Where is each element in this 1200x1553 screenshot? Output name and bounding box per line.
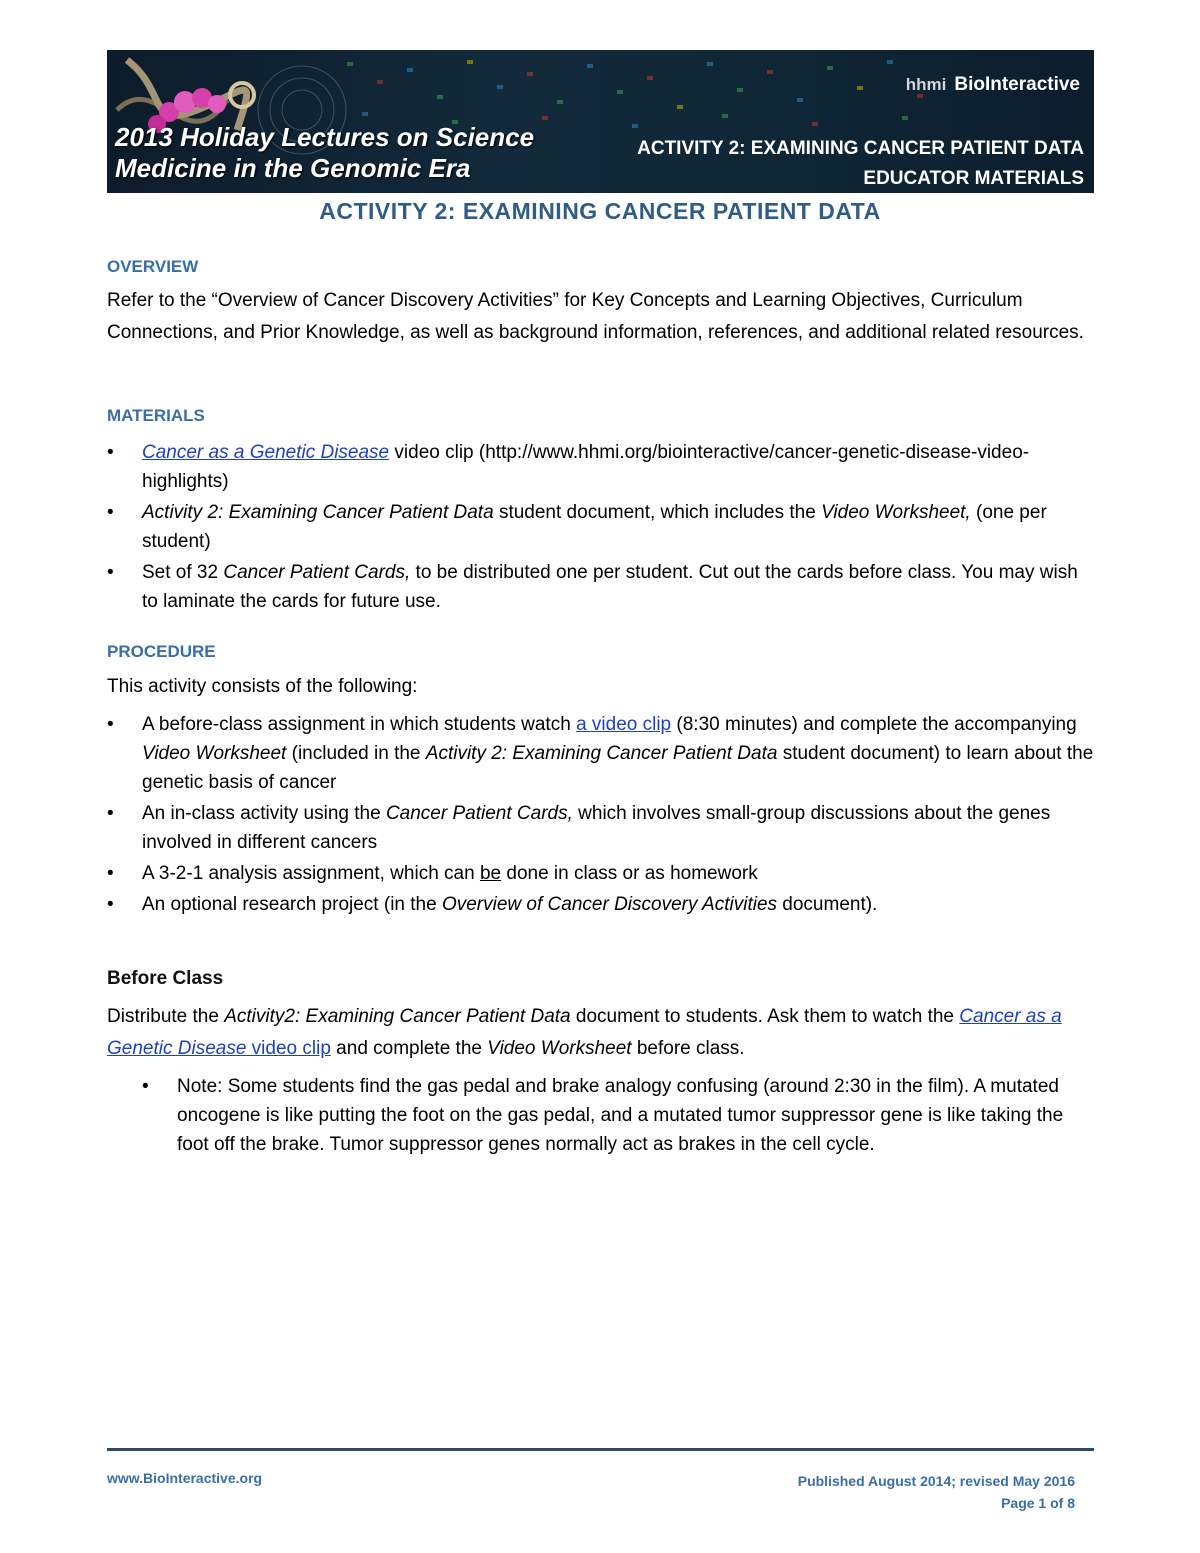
- list-item: [107, 558, 1097, 616]
- overview-text: Refer to the “Overview of Cancer Discovery Activities” for Key Concepts and Learning Objectives, Curriculum Connections, and Prior Knowledge, as well as background information, references, and additional related resources.: [107, 290, 1084, 343]
- item-text: (8:30 minutes) and complete the accompanying: [671, 714, 1077, 735]
- item-text: to be distributed one per student. Cut out the cards before class. You may wish to laminate the cards for future use.: [142, 562, 1078, 612]
- item-underlined: be: [479, 863, 502, 884]
- materials-heading: MATERIALS: [107, 406, 205, 425]
- footer-divider: [107, 1448, 1094, 1451]
- item-text: A before-class assignment in which students watch: [142, 714, 577, 735]
- series-line-2: Medicine in the Genomic Era: [115, 153, 471, 183]
- item-text: video clip (http://www.hhmi.org/biointeractive/cancer-genetic-disease-video-highlights): [142, 442, 1030, 492]
- before-class-heading: Before Class: [107, 968, 224, 989]
- item-text: student document) to learn about the genetic basis of cancer: [142, 743, 1094, 793]
- item-text: which involves small-group discussions about the genes involved in different cancers: [142, 803, 1051, 853]
- footer-published: Published August 2014; revised May 2016: [797, 1473, 1075, 1489]
- procedure-heading: PROCEDURE: [107, 642, 216, 661]
- video-clip-link[interactable]: a video clip: [576, 714, 672, 735]
- item-text: done in class or as homework: [501, 863, 758, 884]
- hhmi-logo: [906, 74, 1080, 96]
- item-italic: Video Worksheet,: [821, 502, 971, 523]
- procedure-intro: This activity consists of the following:: [107, 676, 418, 697]
- procedure-list: [107, 710, 1097, 921]
- item-italic: Activity2: Examining Cancer Patient Data: [224, 1006, 571, 1027]
- logo-brand: BioInteractive: [954, 74, 1080, 95]
- item-italic: Activity 2: Examining Cancer Patient Data: [142, 502, 494, 523]
- item-text: before class.: [631, 1038, 745, 1059]
- footer-page-number: Page 1 of 8: [1001, 1495, 1075, 1511]
- video-clip-link[interactable]: video clip: [246, 1038, 331, 1059]
- item-text: Set of 32: [142, 562, 224, 583]
- item-text: document to students. Ask them to watch the: [570, 1006, 960, 1027]
- list-item: [107, 438, 1097, 496]
- header-activity-label: [637, 134, 1084, 193]
- item-text: (included in the: [286, 743, 426, 764]
- list-item: [107, 710, 1097, 797]
- item-italic: Overview of Cancer Discovery Activities: [441, 894, 778, 915]
- logo-hhmi: hhmi: [905, 75, 947, 94]
- list-item: [107, 890, 1097, 919]
- series-line-1: 2013 Holiday Lectures on Science: [115, 122, 535, 152]
- item-text: An in-class activity using the: [142, 803, 386, 824]
- list-item: [107, 799, 1097, 857]
- note-list: [142, 1072, 1097, 1161]
- item-text: and complete the: [330, 1038, 488, 1059]
- header-materials-line: EDUCATOR MATERIALS: [863, 168, 1084, 189]
- page-title: ACTIVITY 2: EXAMINING CANCER PATIENT DATA: [319, 198, 881, 224]
- list-item: [107, 498, 1097, 556]
- list-item: [142, 1072, 1097, 1159]
- item-italic: Cancer Patient Cards,: [385, 803, 573, 824]
- footer-website[interactable]: www.BioInteractive.org: [107, 1470, 263, 1486]
- footer-info: [798, 1470, 1075, 1514]
- item-italic: Video Worksheet: [142, 743, 287, 764]
- item-italic: Cancer Patient Cards,: [223, 562, 411, 583]
- item-text: Distribute the: [107, 1006, 225, 1027]
- overview-heading: OVERVIEW: [107, 257, 199, 276]
- item-text: A 3-2-1 analysis assignment, which can: [142, 863, 480, 884]
- item-text: document).: [777, 894, 878, 915]
- item-text: (one per student): [142, 502, 1047, 552]
- lecture-series-title: [115, 122, 534, 184]
- item-text: An optional research project (in the: [142, 894, 442, 915]
- genetic-disease-link[interactable]: Cancer as a Genetic Disease: [107, 1006, 1062, 1059]
- item-italic: Video Worksheet: [487, 1038, 632, 1059]
- before-class-text: [107, 1001, 1097, 1065]
- item-text: student document, which includes the: [493, 502, 822, 523]
- video-link[interactable]: Cancer as a Genetic Disease: [142, 442, 390, 463]
- header-activity-line: ACTIVITY 2: EXAMINING CANCER PATIENT DATA: [637, 138, 1084, 159]
- note-text: Note: Some students find the gas pedal and brake analogy confusing (around 2:30 in the film). A mutated oncogene is like putting the foot on the gas pedal, and a mutated tumor suppressor gene is like taking the foot off the brake. Tumor suppressor genes normally act as brakes in the cell cycle.: [177, 1076, 1064, 1155]
- materials-list: [107, 438, 1097, 618]
- list-item: [107, 859, 1097, 888]
- header-banner: [107, 50, 1094, 193]
- item-italic: Activity 2: Examining Cancer Patient Data: [425, 743, 778, 764]
